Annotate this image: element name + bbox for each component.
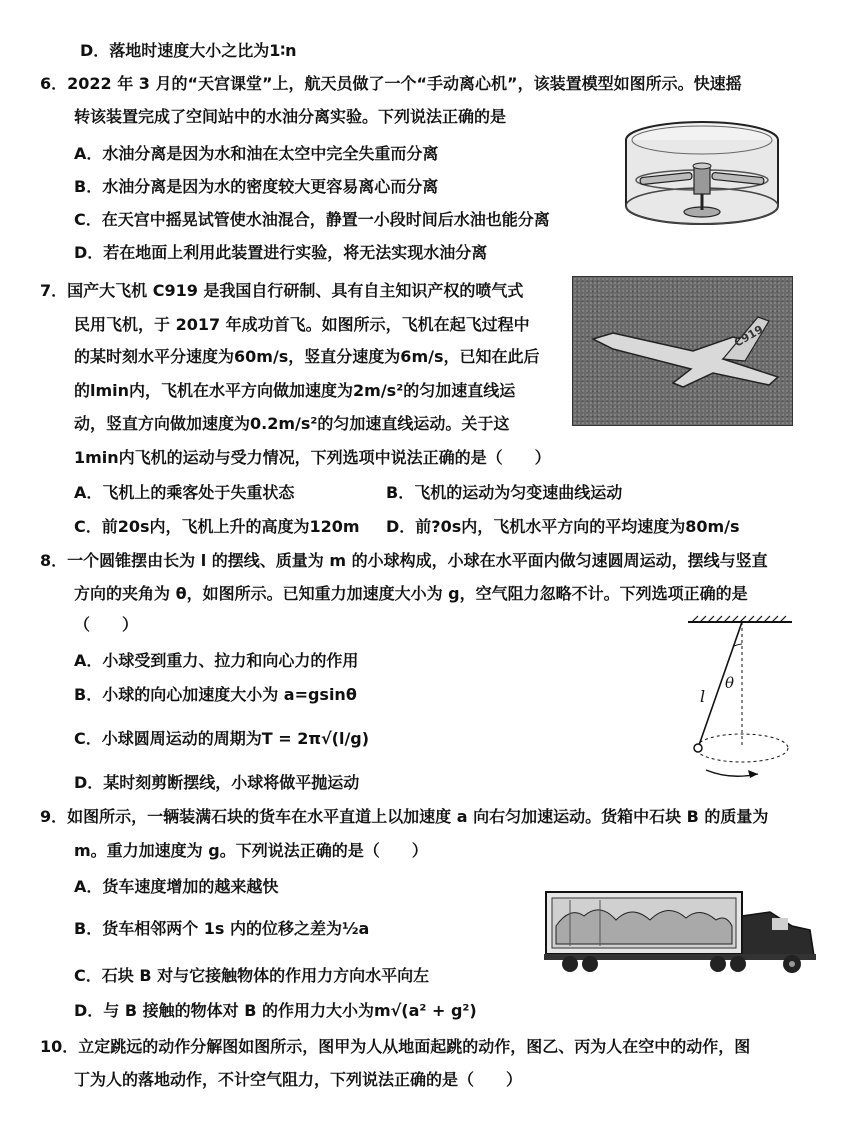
q7-stem-4: 的lmin内，飞机在水平方向做加速度为2m/s²的匀加速直线运 — [74, 381, 516, 400]
q7-option-c: C．前20s内，飞机上升的高度为120m — [74, 517, 360, 536]
q9-option-c: C．石块 B 对与它接触物体的作用力方向水平向左 — [74, 966, 430, 985]
q6-stem-2: 转该装置完成了空间站中的水油分离实验。下列说法正确的是 — [74, 107, 507, 126]
q7-stem-2: 民用飞机，于 2017 年成功首飞。如图所示，飞机在起飞过程中 — [74, 315, 530, 334]
q5-option-d: D．落地时速度大小之比为1∶n — [80, 41, 297, 60]
q6-stem-1: 6．2022 年 3 月的“天宫课堂”上，航天员做了一个“手动离心机”，该装置模型如图所示。快速摇 — [40, 74, 742, 93]
q9-stem-2: m。重力加速度为 g。下列说法正确的是（ ） — [74, 841, 428, 860]
pendulum-angle-label: θ — [725, 674, 735, 692]
q7-stem-1: 7．国产大飞机 C919 是我国自行研制、具有自主知识产权的喷气式 — [40, 281, 524, 300]
centrifuge-figure — [622, 118, 782, 233]
q6-option-c: C．在天宫中摇晃试管使水油混合，静置一小段时间后水油也能分离 — [74, 210, 550, 229]
q8-option-b: B．小球的向心加速度大小为 a=gsinθ — [74, 685, 357, 704]
q8-option-a: A．小球受到重力、拉力和向心力的作用 — [74, 651, 359, 670]
c919-photo — [572, 276, 793, 426]
q6-option-a: A．水油分离是因为水和油在太空中完全失重而分离 — [74, 144, 439, 163]
q9-option-a: A．货车速度增加的越来越快 — [74, 877, 279, 896]
plane-mark: C919 — [732, 322, 766, 350]
q7-stem-5: 动，竖直方向做加速度为0.2m/s²的匀加速直线运动。关于这 — [74, 414, 510, 433]
truck-figure — [540, 886, 830, 982]
q10-stem-1: 10．立定跳远的动作分解图如图所示，图甲为人从地面起跳的动作，图乙、丙为人在空中的动作，图 — [40, 1037, 751, 1056]
q8-stem-2: 方向的夹角为 θ，如图所示。已知重力加速度大小为 g，空气阻力忽略不计。下列选项正确的是 — [74, 584, 748, 603]
q9-option-d: D．与 B 接触的物体对 B 的作用力大小为m√(a² + g²) — [74, 1001, 477, 1020]
q7-stem-6: 1min内飞机的运动与受力情况，下列选项中说法正确的是（ ） — [74, 448, 551, 467]
pendulum-figure — [682, 614, 802, 790]
q7-option-b: B．飞机的运动为匀变速曲线运动 — [386, 483, 623, 502]
q8-stem-1: 8．一个圆锥摆由长为 l 的摆线、质量为 m 的小球构成，小球在水平面内做匀速圆周运动，摆线与竖直 — [40, 551, 768, 570]
pendulum-length-label: l — [700, 687, 706, 706]
q7-option-a: A．飞机上的乘客处于失重状态 — [74, 483, 295, 502]
q8-option-c: C．小球圆周运动的周期为T = 2π√(l/g) — [74, 729, 370, 748]
q9-option-b: B．货车相邻两个 1s 内的位移之差为½a — [74, 919, 370, 938]
q8-option-d: D．某时刻剪断摆线，小球将做平抛运动 — [74, 773, 360, 792]
q6-option-d: D．若在地面上利用此装置进行实验，将无法实现水油分离 — [74, 243, 488, 262]
q9-stem-1: 9．如图所示，一辆装满石块的货车在水平直道上以加速度 a 向右匀加速运动。货箱中石块 B 的质量为 — [40, 807, 769, 826]
q7-stem-3: 的某时刻水平分速度为60m/s，竖直分速度为6m/s，已知在此后 — [74, 347, 540, 366]
q6-option-b: B．水油分离是因为水的密度较大更容易离心而分离 — [74, 177, 439, 196]
q7-option-d: D．前?0s内，飞机水平方向的平均速度为80m/s — [386, 517, 740, 536]
q10-stem-2: 丁为人的落地动作，不计空气阻力，下列说法正确的是（ ） — [74, 1070, 523, 1089]
q8-stem-3: （ ） — [74, 615, 139, 634]
airplane-icon — [573, 277, 792, 425]
